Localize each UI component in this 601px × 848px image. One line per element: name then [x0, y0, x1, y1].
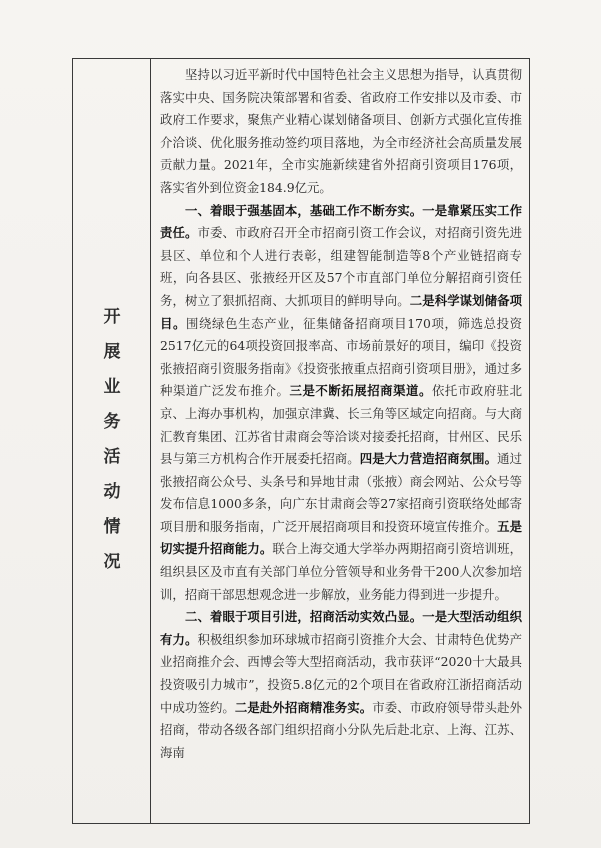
point-heading: 二是科学谋划储备项目。 — [160, 292, 523, 331]
text-run: 通过张掖招商公众号、头条号和异地甘肃（张掖）商会网站、公众号等发布信息1000多条，向广东甘肃商会等27家招商引资联络处邮寄项目册和服务指南，广泛开展招商项目和投资环境宣传推介。 — [160, 451, 523, 534]
label-char: 开 — [103, 307, 121, 327]
point-heading: 三是不断拓展招商渠道。 — [289, 383, 432, 399]
point-heading: 二是赴外招商精准务实。 — [234, 699, 373, 715]
section-heading: 二、着眼于项目引进，招商活动实效凸显。 — [185, 609, 423, 625]
paragraph-section-2 — [160, 606, 522, 764]
body-text — [160, 64, 522, 764]
text-run: 围绕绿色生态产业，征集储备招商项目170项，筛选总投资2517亿元的64项投资回报率高、市场前景好的项目，编印《投资张掖招商引资服务指南》《投资张掖重点招商引资项目册》，通过多种渠道广泛发布推介。 — [160, 315, 522, 399]
text-run: 积极组织参加环球城市招商引资推介大会、甘肃特色优势产业招商推介会、西博会等大型招商活动，我市获评“2020十大最具投资吸引力城市”，投资5.8亿元的2个项目在省政府江浙招商活动中成功签约。 — [160, 631, 523, 715]
label-char: 活 — [103, 447, 121, 467]
section-label — [92, 300, 132, 580]
point-heading: 五是切实提升招商能力。 — [160, 518, 523, 557]
label-char: 况 — [103, 552, 121, 572]
label-char: 动 — [103, 482, 121, 502]
text-run: 坚持以习近平新时代中国特色社会主义思想为指导，认真贯彻落实中央、国务院决策部署和省委、省政府工作安排以及市委、市政府工作要求，聚焦产业精心谋划储备项目、创新方式强化宣传推介洽谈、优化服务推动签约项目落地，为全市经济社会高质量发展贡献力量。2021年，全市实施新续建省外招商引资项目176项，落实省外到位资金184.9亿元。 — [160, 67, 522, 195]
point-heading: 一是靠紧压实工作责任。 — [160, 202, 523, 241]
column-divider — [150, 58, 151, 824]
paragraph-intro — [160, 64, 522, 200]
label-char: 展 — [103, 342, 121, 362]
point-heading: 一是大型活动组织有力。 — [160, 609, 523, 647]
section-heading: 一、着眼于强基固本，基础工作不断夯实。 — [185, 202, 423, 218]
label-char: 业 — [103, 377, 121, 397]
label-char: 情 — [103, 517, 121, 537]
point-heading: 四是大力营造招商氛围。 — [359, 451, 498, 467]
text-run: 市委、市政府召开全市招商引资工作会议，对招商引资先进县区、单位和个人进行表彰，组建智能制造等8个产业链招商专班，向各县区、张掖经开区及57个市直部门单位分解招商引资任务，树立了狠抓招商、大抓项目的鲜明导向。 — [160, 225, 523, 308]
text-run: 依托市政府驻北京、上海办事机构，加强京津冀、长三角等区域定向招商。与大商汇教育集团、江苏省甘肃商会等洽谈对接委托招商，甘州区、民乐县与第三方机构合作开展委托招商。 — [160, 383, 523, 467]
paragraph-section-1 — [160, 200, 522, 607]
text-run: 市委、市政府领导带头赴外招商，带动各级各部门组织招商小分队先后赴北京、上海、江苏、海南 — [160, 699, 523, 760]
text-run: 联合上海交通大学举办两期招商引资培训班，组织县区及市直有关部门单位分管领导和业务骨干200人次参加培训，招商干部思想观念进一步解放，业务能力得到进一步提升。 — [160, 541, 523, 602]
label-char: 务 — [103, 412, 121, 432]
